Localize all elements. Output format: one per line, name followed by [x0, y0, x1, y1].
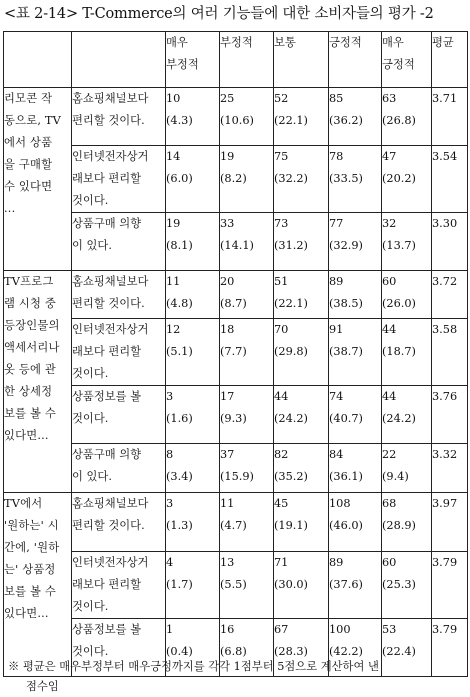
item-cell — [72, 493, 166, 552]
average-cell: 3.79 — [432, 552, 468, 619]
value-cell — [220, 552, 274, 619]
count-value: 108 — [329, 497, 351, 510]
count-value: 74 — [329, 390, 344, 403]
percent-value: (20.2) — [382, 172, 416, 185]
header-neutral — [274, 32, 329, 88]
percent-value: (0.4) — [166, 645, 193, 658]
item-line: 이 있다. — [72, 470, 112, 483]
count-value: 77 — [329, 217, 344, 230]
item-line: 편리할 것이다. — [72, 114, 145, 127]
average-cell: 3.97 — [432, 493, 468, 552]
value-cell — [166, 213, 220, 271]
item-line: 래보다 편리할 — [72, 578, 142, 591]
value-cell — [166, 552, 220, 619]
count-value: 10 — [166, 92, 181, 105]
percent-value: (42.2) — [329, 645, 363, 658]
item-cell — [72, 213, 166, 271]
percent-value: (30.0) — [274, 578, 308, 591]
item-line: 래보다 편리할 — [72, 345, 142, 358]
value-cell — [329, 88, 382, 146]
table-row — [4, 444, 468, 493]
count-value: 25 — [220, 92, 235, 105]
condition-line: 수 있다면 — [4, 180, 53, 193]
count-value: 47 — [382, 150, 397, 163]
value-cell — [382, 271, 432, 319]
value-cell — [382, 386, 432, 444]
value-cell — [166, 271, 220, 319]
count-value: 1 — [166, 623, 174, 636]
percent-value: (4.8) — [166, 297, 193, 310]
item-line: 것이다. — [72, 367, 109, 380]
percent-value: (32.9) — [329, 239, 363, 252]
table-row — [4, 213, 468, 271]
footnote-line: ※ 평균은 매우부정부터 매우긍정까지를 각각 1점부터 5점으로 계산하여 낸 — [8, 660, 379, 673]
count-value: 3 — [166, 390, 174, 403]
item-line: 인터넷전자상거 — [72, 323, 149, 336]
value-cell — [274, 213, 329, 271]
count-value: 91 — [329, 323, 344, 336]
average-cell: 3.76 — [432, 386, 468, 444]
percent-value: (8.1) — [166, 239, 193, 252]
item-line: 것이다. — [72, 412, 109, 425]
count-value: 71 — [274, 556, 289, 569]
count-value: 22 — [382, 448, 397, 461]
value-cell — [274, 552, 329, 619]
value-cell — [329, 493, 382, 552]
count-value: 12 — [166, 323, 181, 336]
condition-line: TV프로그 — [4, 275, 54, 288]
count-value: 68 — [382, 497, 397, 510]
item-line: 홈쇼핑채널보다 — [72, 497, 149, 510]
average-cell: 3.72 — [432, 271, 468, 319]
header-negative-line: 부정적 — [220, 36, 253, 49]
count-value: 78 — [329, 150, 344, 163]
item-cell — [72, 552, 166, 619]
item-line: 것이다. — [72, 645, 109, 658]
percent-value: (6.8) — [220, 645, 247, 658]
count-value: 75 — [274, 150, 289, 163]
value-cell — [382, 493, 432, 552]
header-item-blank — [72, 32, 166, 88]
condition-cell — [4, 88, 72, 271]
count-value: 8 — [166, 448, 174, 461]
condition-line: 리모콘 작 — [4, 92, 53, 105]
value-cell — [166, 319, 220, 386]
item-line: 인터넷전자상거 — [72, 150, 149, 163]
condition-line: 있다면... — [4, 607, 49, 620]
percent-value: (4.7) — [220, 519, 247, 532]
header-average-line: 평균 — [432, 36, 454, 49]
count-value: 33 — [220, 217, 235, 230]
value-cell — [274, 493, 329, 552]
count-value: 44 — [382, 323, 397, 336]
value-cell — [166, 88, 220, 146]
header-neutral-line: 보통 — [274, 36, 296, 49]
footnote — [8, 657, 466, 697]
value-cell — [329, 444, 382, 493]
table-body — [4, 88, 468, 677]
percent-value: (40.7) — [329, 412, 363, 425]
table-row — [4, 319, 468, 386]
average-cell: 3.32 — [432, 444, 468, 493]
percent-value: (15.9) — [220, 470, 254, 483]
item-line: 홈쇼핑채널보다 — [72, 275, 149, 288]
count-value: 14 — [166, 150, 181, 163]
value-cell — [220, 386, 274, 444]
item-line: 상품정보를 볼 — [72, 390, 142, 403]
percent-value: (28.3) — [274, 645, 308, 658]
condition-line: 한 상세정 — [4, 385, 53, 398]
value-cell — [382, 88, 432, 146]
count-value: 16 — [220, 623, 235, 636]
count-value: 82 — [274, 448, 289, 461]
item-line: 편리할 것이다. — [72, 519, 145, 532]
percent-value: (24.2) — [382, 412, 416, 425]
count-value: 89 — [329, 275, 344, 288]
footnote-line: 점수임 — [26, 680, 59, 693]
item-line: 것이다. — [72, 194, 109, 207]
header-positive — [329, 32, 382, 88]
count-value: 13 — [220, 556, 235, 569]
condition-line: 옷 등에 관 — [4, 363, 57, 376]
condition-line: 보를 볼 수 — [4, 407, 57, 420]
average-cell: 3.71 — [432, 88, 468, 146]
percent-value: (37.6) — [329, 578, 363, 591]
value-cell — [220, 493, 274, 552]
value-cell — [274, 444, 329, 493]
item-line: 것이다. — [72, 600, 109, 613]
count-value: 73 — [274, 217, 289, 230]
percent-value: (46.0) — [329, 519, 363, 532]
value-cell — [382, 319, 432, 386]
percent-value: (8.7) — [220, 297, 247, 310]
value-cell — [220, 146, 274, 213]
count-value: 100 — [329, 623, 351, 636]
count-value: 60 — [382, 556, 397, 569]
count-value: 18 — [220, 323, 235, 336]
count-value: 20 — [220, 275, 235, 288]
item-cell — [72, 386, 166, 444]
value-cell — [220, 319, 274, 386]
percent-value: (33.5) — [329, 172, 363, 185]
value-cell — [166, 444, 220, 493]
header-row — [4, 32, 468, 88]
average-cell: 3.58 — [432, 319, 468, 386]
percent-value: (3.4) — [166, 470, 193, 483]
condition-cell — [4, 493, 72, 677]
count-value: 44 — [382, 390, 397, 403]
percent-value: (36.2) — [329, 114, 363, 127]
value-cell — [220, 444, 274, 493]
item-line: 상품구매 의향 — [72, 217, 142, 230]
percent-value: (9.3) — [220, 412, 247, 425]
value-cell — [274, 386, 329, 444]
item-line: 래보다 편리할 — [72, 172, 142, 185]
header-average — [432, 32, 468, 88]
value-cell — [166, 386, 220, 444]
value-cell — [220, 271, 274, 319]
table-title: <표 2-14> T-Commerce의 여러 기능들에 대한 소비자들의 평가 -2 — [4, 6, 434, 22]
percent-value: (38.7) — [329, 345, 363, 358]
percent-value: (22.1) — [274, 114, 308, 127]
table-row — [4, 552, 468, 619]
condition-line: ... — [4, 202, 16, 215]
percent-value: (22.4) — [382, 645, 416, 658]
count-value: 52 — [274, 92, 289, 105]
percent-value: (6.0) — [166, 172, 193, 185]
table-row — [4, 386, 468, 444]
condition-line: 보를 볼 수 — [4, 585, 57, 598]
average-cell: 3.54 — [432, 146, 468, 213]
value-cell — [166, 146, 220, 213]
count-value: 19 — [166, 217, 181, 230]
value-cell — [382, 552, 432, 619]
value-cell — [329, 319, 382, 386]
percent-value: (7.7) — [220, 345, 247, 358]
item-line: 상품정보를 볼 — [72, 623, 142, 636]
percent-value: (14.1) — [220, 239, 254, 252]
value-cell — [274, 146, 329, 213]
percent-value: (25.3) — [382, 578, 416, 591]
value-cell — [382, 213, 432, 271]
value-cell — [382, 146, 432, 213]
item-line: 편리할 것이다. — [72, 297, 145, 310]
percent-value: (1.7) — [166, 578, 193, 591]
header-condition-blank — [4, 32, 72, 88]
condition-line: 램 시청 중 — [4, 297, 57, 310]
percent-value: (35.2) — [274, 470, 308, 483]
header-very-negative-line: 부정적 — [166, 58, 199, 71]
percent-value: (1.6) — [166, 412, 193, 425]
value-cell — [220, 213, 274, 271]
percent-value: (36.1) — [329, 470, 363, 483]
percent-value: (26.8) — [382, 114, 416, 127]
evaluation-table — [3, 31, 468, 677]
value-cell — [382, 444, 432, 493]
percent-value: (5.1) — [166, 345, 193, 358]
average-cell: 3.79 — [432, 619, 468, 677]
value-cell — [274, 319, 329, 386]
header-very-positive-line: 긍정적 — [382, 58, 415, 71]
condition-line: 등장인물의 — [4, 319, 60, 332]
count-value: 60 — [382, 275, 397, 288]
count-value: 89 — [329, 556, 344, 569]
condition-line: 간에, '원하 — [4, 541, 60, 554]
value-cell — [329, 213, 382, 271]
value-cell — [329, 146, 382, 213]
condition-line: 액세서리나 — [4, 341, 60, 354]
condition-line: 동으로, TV — [4, 114, 62, 127]
percent-value: (32.2) — [274, 172, 308, 185]
percent-value: (8.2) — [220, 172, 247, 185]
item-cell — [72, 444, 166, 493]
value-cell — [274, 88, 329, 146]
count-value: 70 — [274, 323, 289, 336]
condition-line: TV에서 — [4, 497, 43, 510]
header-positive-line: 긍정적 — [329, 36, 362, 49]
percent-value: (19.1) — [274, 519, 308, 532]
condition-line: 는' 상품정 — [4, 563, 56, 576]
item-cell — [72, 319, 166, 386]
percent-value: (5.5) — [220, 578, 247, 591]
value-cell — [166, 493, 220, 552]
count-value: 11 — [166, 275, 181, 288]
count-value: 63 — [382, 92, 397, 105]
count-value: 37 — [220, 448, 235, 461]
count-value: 85 — [329, 92, 344, 105]
table-row — [4, 146, 468, 213]
item-cell — [72, 146, 166, 213]
percent-value: (4.3) — [166, 114, 193, 127]
value-cell — [329, 271, 382, 319]
item-line: 인터넷전자상거 — [72, 556, 149, 569]
count-value: 44 — [274, 390, 289, 403]
item-line: 이 있다. — [72, 239, 112, 252]
condition-line: '원하는' 시 — [4, 519, 59, 532]
header-very-negative-line: 매우 — [166, 36, 188, 49]
count-value: 3 — [166, 497, 174, 510]
percent-value: (29.8) — [274, 345, 308, 358]
condition-cell — [4, 271, 72, 493]
header-very-positive-line: 매우 — [382, 36, 404, 49]
percent-value: (24.2) — [274, 412, 308, 425]
condition-line: 에서 상품 — [4, 136, 53, 149]
percent-value: (9.4) — [382, 470, 409, 483]
percent-value: (28.9) — [382, 519, 416, 532]
percent-value: (1.3) — [166, 519, 193, 532]
count-value: 51 — [274, 275, 289, 288]
count-value: 32 — [382, 217, 397, 230]
table-row — [4, 493, 468, 552]
percent-value: (31.2) — [274, 239, 308, 252]
value-cell — [329, 552, 382, 619]
item-cell — [72, 88, 166, 146]
header-very-positive — [382, 32, 432, 88]
table-row — [4, 88, 468, 146]
header-negative — [220, 32, 274, 88]
percent-value: (26.0) — [382, 297, 416, 310]
count-value: 11 — [220, 497, 235, 510]
item-line: 상품구매 의향 — [72, 448, 142, 461]
condition-line: 있다면... — [4, 429, 49, 442]
average-cell: 3.30 — [432, 213, 468, 271]
percent-value: (38.5) — [329, 297, 363, 310]
value-cell — [274, 271, 329, 319]
condition-line: 을 구매할 — [4, 158, 53, 171]
count-value: 67 — [274, 623, 289, 636]
value-cell — [329, 386, 382, 444]
item-cell — [72, 271, 166, 319]
count-value: 53 — [382, 623, 397, 636]
value-cell — [220, 88, 274, 146]
count-value: 84 — [329, 448, 344, 461]
item-line: 홈쇼핑채널보다 — [72, 92, 149, 105]
count-value: 45 — [274, 497, 289, 510]
percent-value: (13.7) — [382, 239, 416, 252]
percent-value: (22.1) — [274, 297, 308, 310]
count-value: 17 — [220, 390, 235, 403]
percent-value: (18.7) — [382, 345, 416, 358]
count-value: 4 — [166, 556, 174, 569]
header-very-negative — [166, 32, 220, 88]
count-value: 19 — [220, 150, 235, 163]
table-row — [4, 271, 468, 319]
percent-value: (10.6) — [220, 114, 254, 127]
